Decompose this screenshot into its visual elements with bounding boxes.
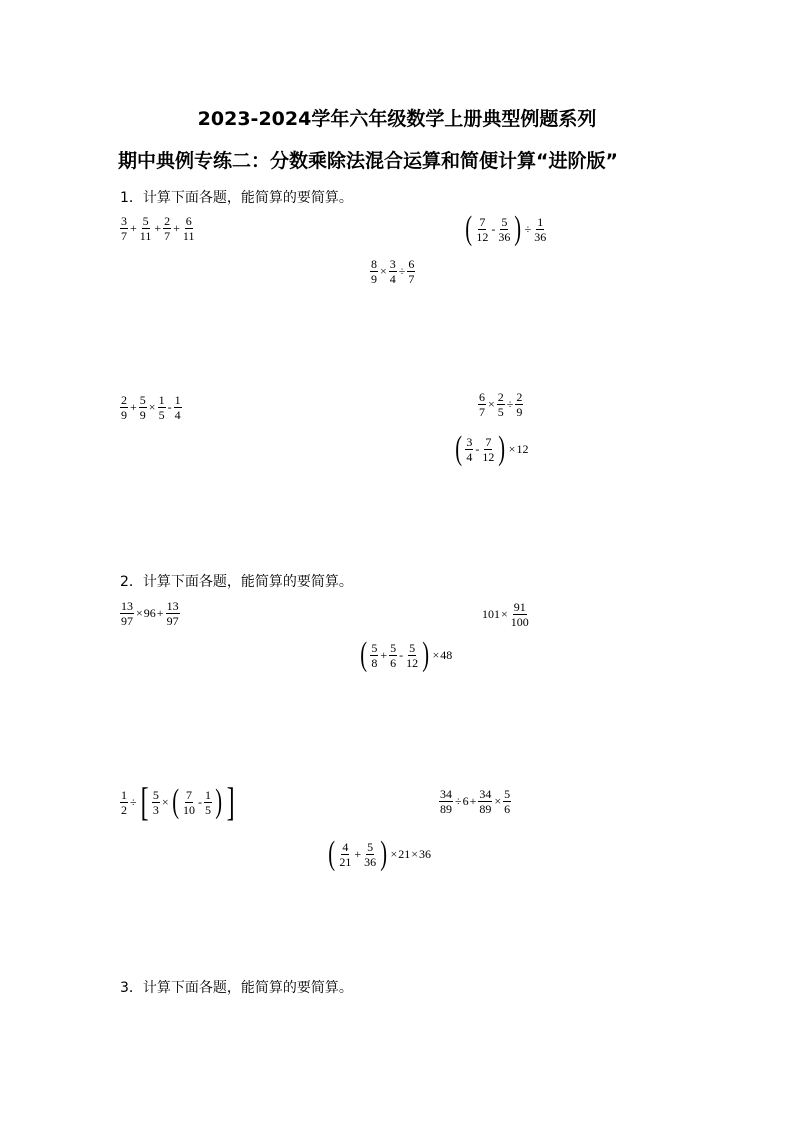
expression-6: ( $\frac{3}{4}$ - $\frac{7}{12}$ ) × 12 xyxy=(455,430,529,467)
expression-5: $\frac{6}{7}$ × $\frac{2}{5}$ ÷ $\frac{2}{9}$ xyxy=(479,390,523,419)
expression-11: $\frac{34}{89}$ ÷ 6 + $\frac{34}{89}$ × $\frac{5}{6}$ xyxy=(440,787,511,816)
expression-4: $\frac{2}{9}$ + $\frac{5}{9}$ × $\frac{1}{5}$ - $\frac{1}{4}$ xyxy=(121,393,181,422)
expression-8: 101 × $\frac{91}{100}$ xyxy=(482,600,529,629)
expression-10: $\frac{1}{2}$ ÷ [ $\frac{5}{3}$ × ( $\frac{7}{10}$ - $\frac{1}{5}$ ) ] xyxy=(121,779,236,824)
page-title: 2023-2024学年六年级数学上册典型例题系列 xyxy=(197,108,597,130)
question-1: 1．计算下面各题，能简算的要简算。 xyxy=(120,190,353,206)
expression-2: ( $\frac{7}{12}$ - $\frac{5}{36}$ ) ÷ $\frac{1}{36}$ xyxy=(465,210,547,247)
expression-9: ( $\frac{5}{8}$ + $\frac{5}{6}$ - $\frac{5}{12}$ ) × 48 xyxy=(360,636,453,673)
question-3: 3．计算下面各题，能简算的要简算。 xyxy=(120,980,353,996)
question-2: 2．计算下面各题，能简算的要简算。 xyxy=(120,574,353,590)
page-subtitle: 期中典例专练二：分数乘除法混合运算和简便计算“进阶版” xyxy=(118,150,618,172)
expression-1: $\frac{3}{7}$ + $\frac{5}{11}$ + $\frac{2}{7}$ + $\frac{6}{11}$ xyxy=(121,214,195,243)
expression-7: $\frac{13}{97}$ × 96 + $\frac{13}{97}$ xyxy=(121,599,179,628)
expression-3: $\frac{8}{9}$ × $\frac{3}{4}$ ÷ $\frac{6}{7}$ xyxy=(371,257,415,286)
expression-12: ( $\frac{4}{21}$ + $\frac{5}{36}$ ) × 21 × 36 xyxy=(328,835,431,872)
